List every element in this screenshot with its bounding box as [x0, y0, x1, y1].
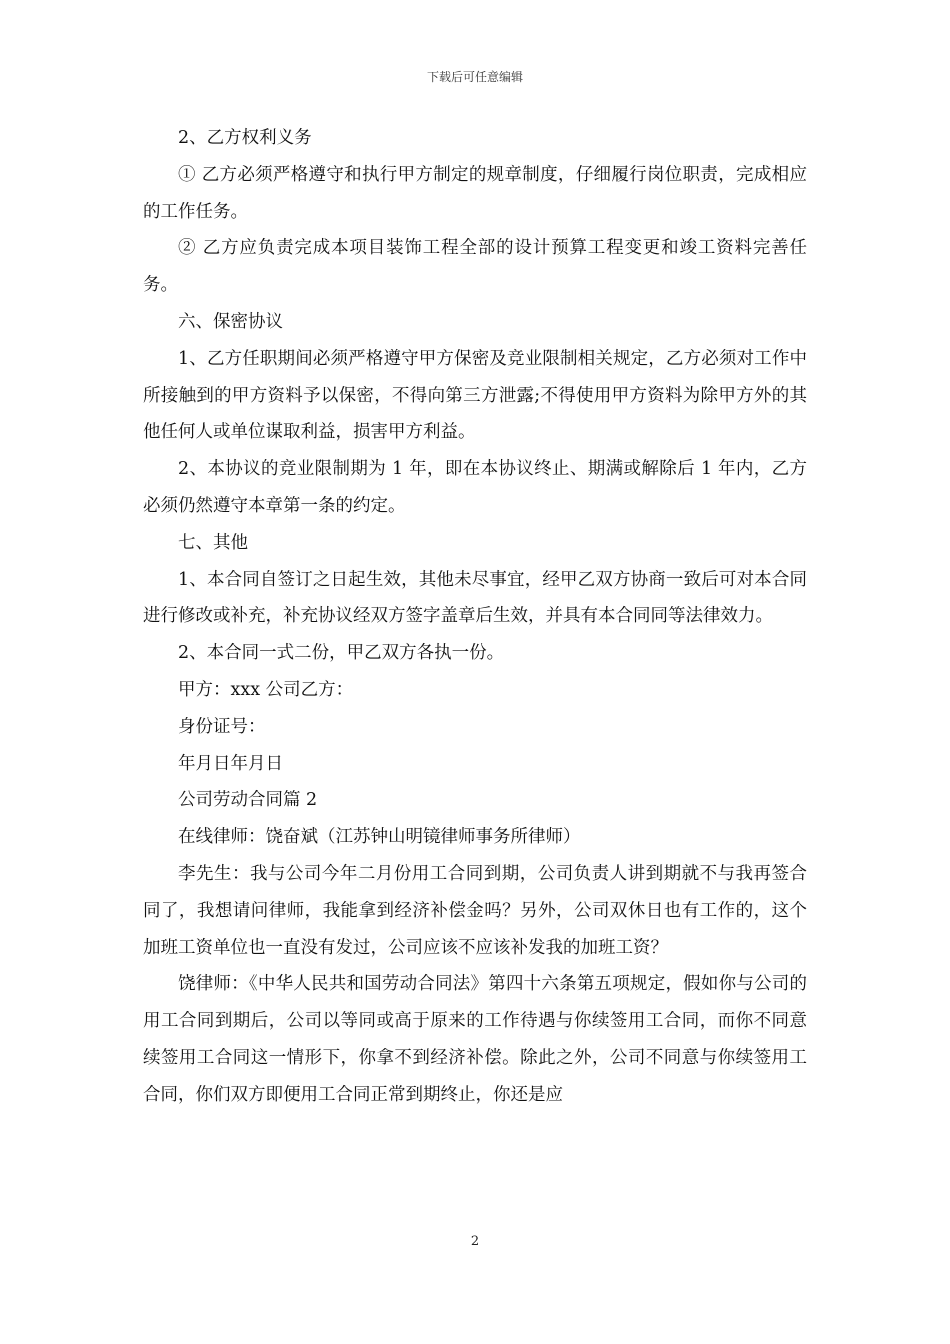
document-body — [143, 120, 807, 1114]
paragraph: 2、本合同一式二份，甲乙双方各执一份。 — [178, 643, 505, 664]
paragraph: 2、本协议的竞业限制期为 1 年，即在本协议终止、期满或解除后 1 年内，乙方必须仍然遵守本章第一条的约定。 — [143, 459, 807, 516]
page-header: 下载后可任意编辑 — [426, 70, 523, 84]
paragraph: 1、本合同自签订之日起生效，其他未尽事宜，经甲乙双方协商一致后可对本合同进行修改或补充，补充协议经双方签字盖章后生效，并具有本合同同等法律效力。 — [143, 569, 807, 627]
section-heading: 2、乙方权利义务 — [178, 128, 312, 148]
paragraph: ① 乙方必须严格遵守和执行甲方制定的规章制度，仔细履行岗位职责，完成相应的工作任务。 — [143, 164, 807, 222]
article-title: 公司劳动合同篇 2 — [178, 790, 318, 811]
paragraph: ② 乙方应负责完成本项目装饰工程全部的设计预算工程变更和竣工资料完善任务。 — [143, 238, 807, 296]
answer-paragraph: 饶律师：《中华人民共和国劳动合同法》第四十六条第五项规定，假如你与公司的用工合同到期后，公司以等同或高于原来的工作待遇与你续签用工合同，而你不同意续签用工合同这一情形下，你拿不到经济补偿。除此之外，公司不同意与你续签用工合同，你们双方即便用工合同正常到期终止，你还是应 — [143, 974, 807, 1105]
date-line: 年月日年月日 — [178, 753, 283, 774]
paragraph: 1、乙方任职期间必须严格遵守甲方保密及竞业限制相关规定，乙方必须对工作中所接触到的甲方资料予以保密，不得向第三方泄露;不得使用甲方资料为除甲方外的其他任何人或单位谋取利益，损害甲方利益。 — [143, 348, 807, 443]
page-number: 2 — [470, 1234, 480, 1249]
section-heading: 六、保密协议 — [178, 311, 283, 332]
id-number-line: 身份证号： — [178, 716, 266, 737]
lawyer-line: 在线律师：饶奋斌（江苏钟山明镜律师事务所律师） — [178, 827, 581, 848]
section-heading: 七、其他 — [178, 532, 248, 553]
signature-line: 甲方：xxx 公司乙方： — [178, 679, 354, 700]
question-paragraph: 李先生：我与公司今年二月份用工合同到期，公司负责人讲到期就不与我再签合同了，我想请问律师，我能拿到经济补偿金吗？另外，公司双休日也有工作的，这个加班工资单位也一直没有发过，公司应该不应该补发我的加班工资？ — [143, 863, 807, 958]
